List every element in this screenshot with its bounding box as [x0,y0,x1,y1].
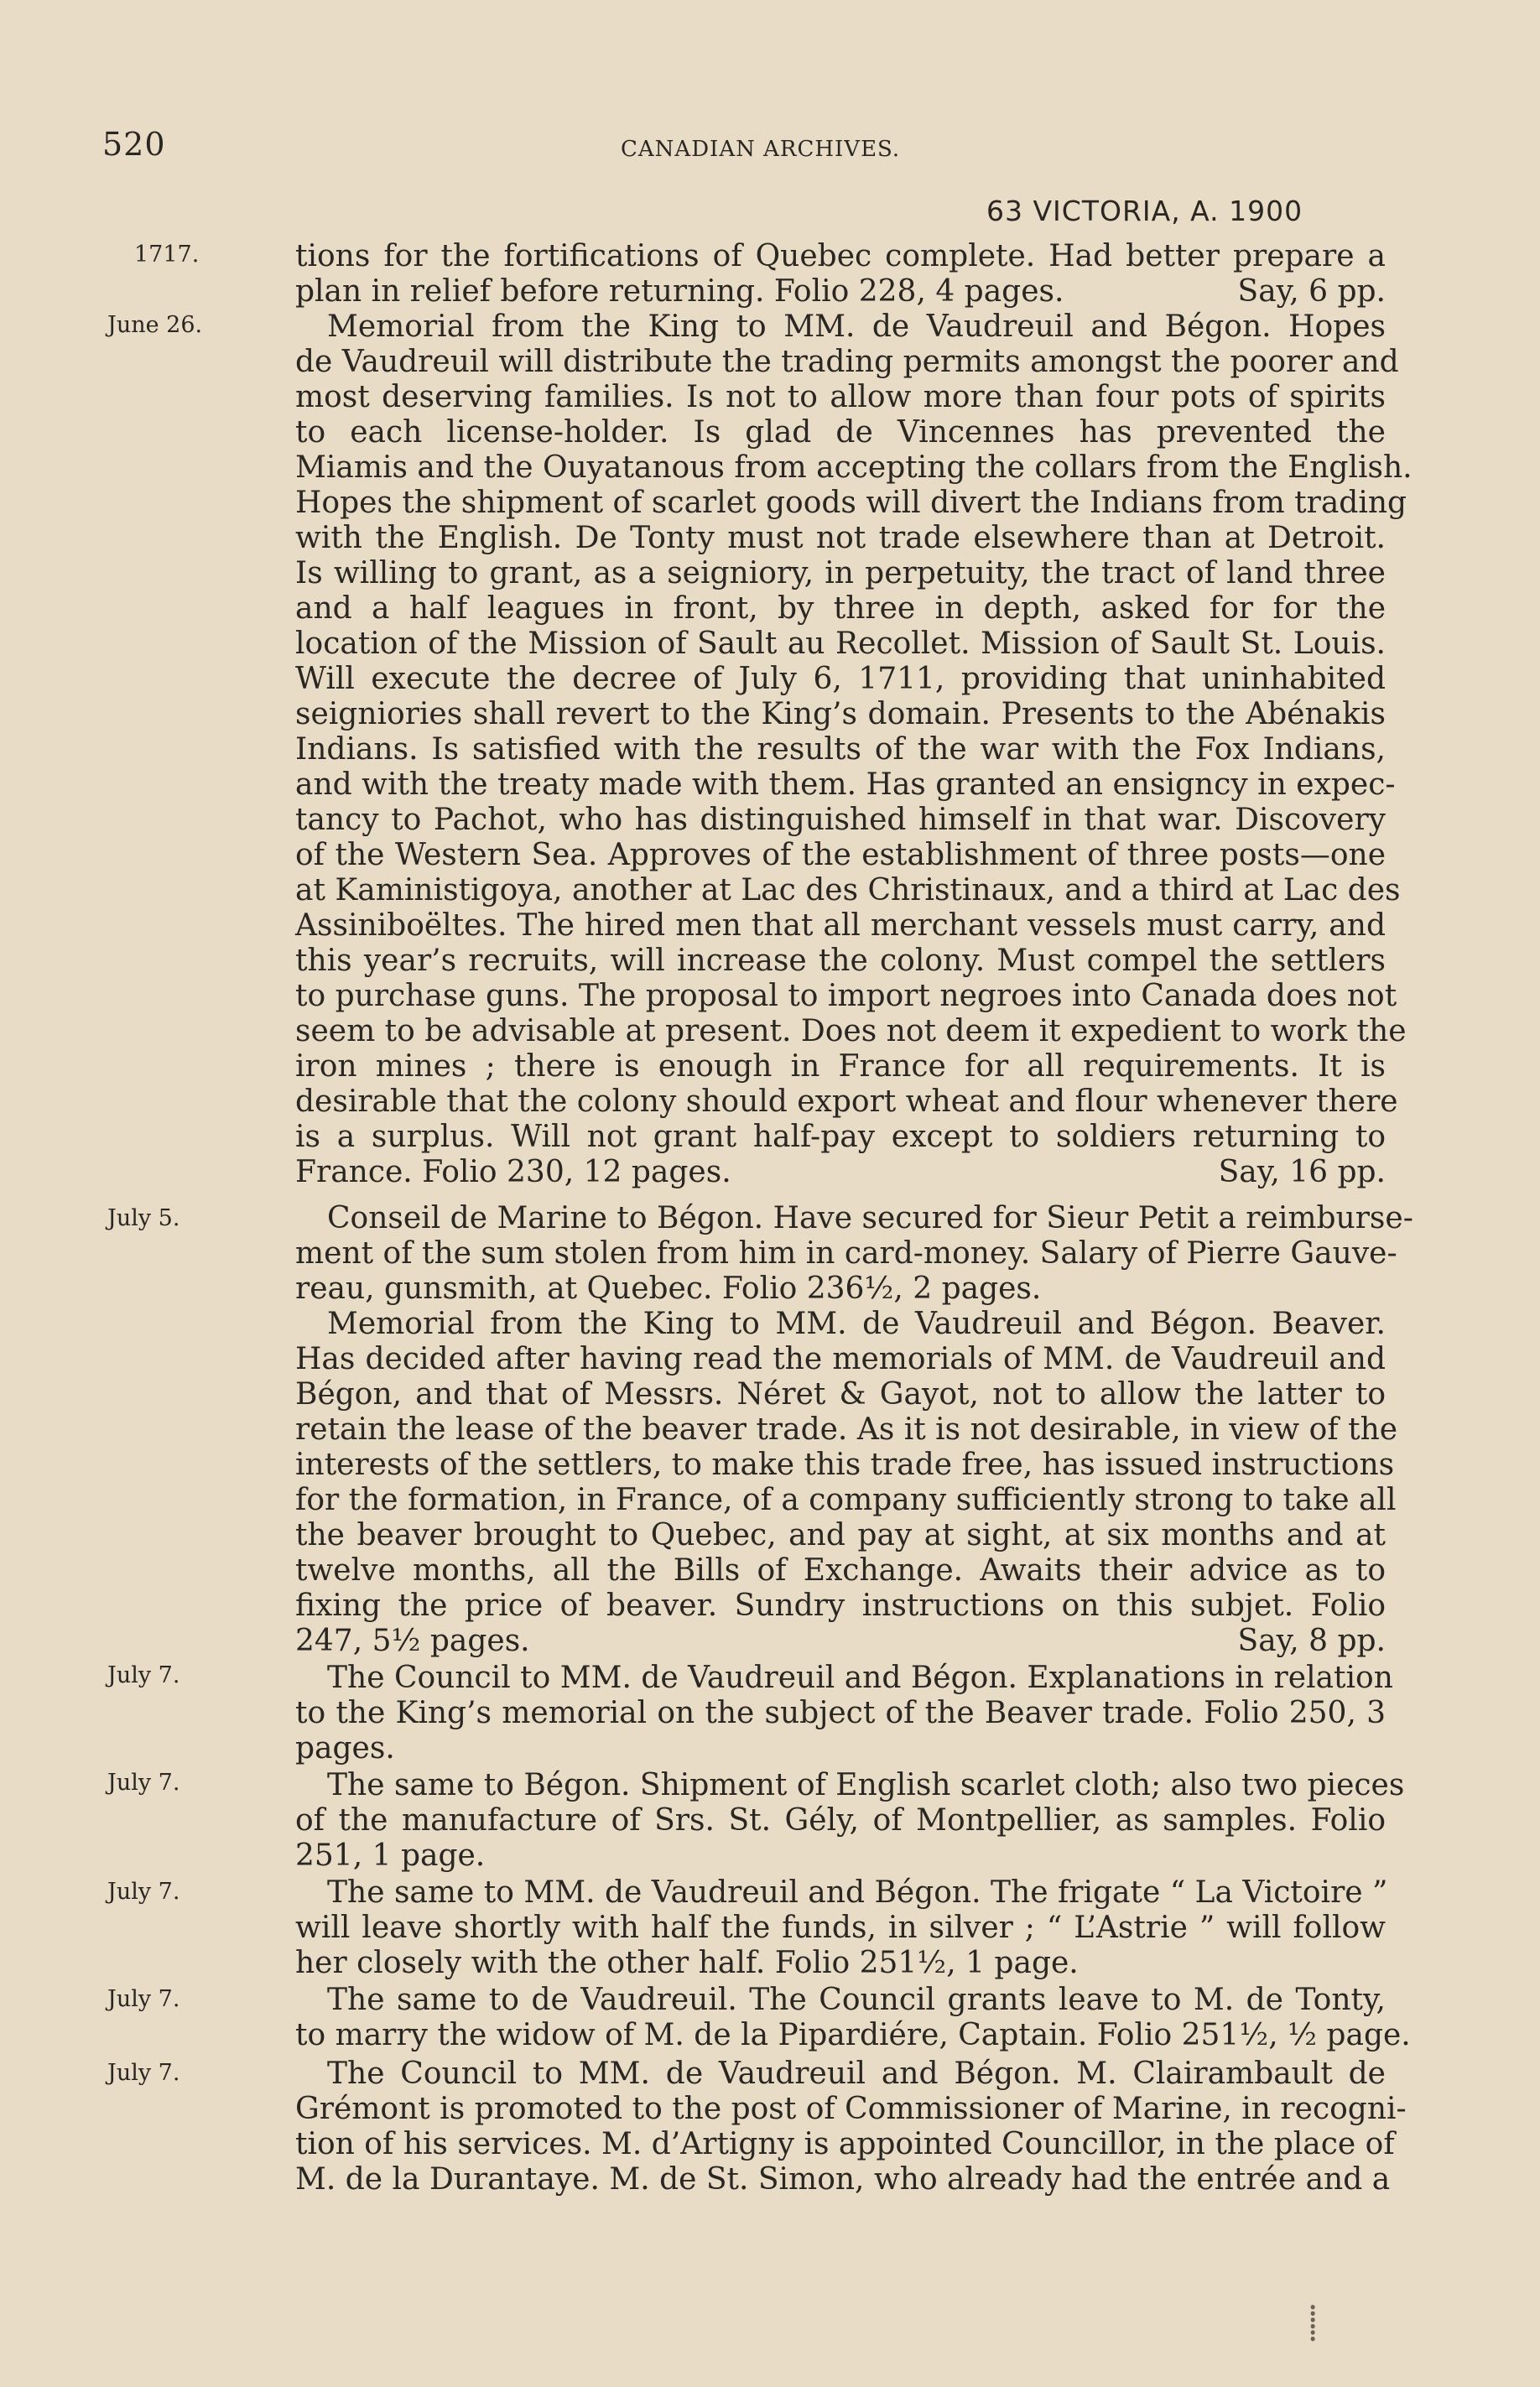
text-line: de Vaudreuil will distribute the trading permits amongst the poorer and [295,345,1399,379]
text-line: of the manufacture of Srs. St. Gély, of Montpellier, as samples. Folio [295,1803,1386,1838]
text-line: Miamis and the Ouyatanous from accepting the collars from the English. [295,450,1413,485]
text-line: seem to be advisable at present. Does not deem it expedient to work the [295,1014,1407,1048]
text-line: The Council to MM. de Vaudreuil and Bégon. M. Clairambault de [327,2057,1386,2091]
text-line: twelve months, all the Bills of Exchange. Awaits their advice as to [295,1553,1386,1588]
text-line: The Council to MM. de Vaudreuil and Bégon. Explanations in relation [327,1661,1393,1695]
text-line [295,274,1386,309]
text-line: The same to de Vaudreuil. The Council grants leave to M. de Tonty, [327,1983,1386,2017]
text-line: tion of his services. M. d’Artigny is appointed Councillor, in the place of [295,2127,1395,2161]
text-line: to purchase guns. The proposal to import negroes into Canada does not [295,979,1397,1013]
text-line: and a half leagues in front, by three in depth, asked for for the [295,591,1386,626]
text-line: interests of the settlers, to make this trade free, has issued instructions [295,1448,1395,1482]
text-line: Memorial from the King to MM. de Vaudreuil and Bégon. Beaver. [327,1307,1386,1341]
text-line: Has decided after having read the memorials of MM. de Vaudreuil and [295,1342,1386,1376]
text-line: The same to MM. de Vaudreuil and Bégon. The frigate “ La Victoire ” [327,1875,1388,1910]
text-line-content: plan in relief before returning. Folio 228, 4 pages. [295,274,1064,309]
text-line: to the King’s memorial on the subject of the Beaver trade. Folio 250, 3 [295,1696,1386,1730]
text-line: will leave shortly with half the funds, in silver ; “ L’Astrie ” will follow [295,1911,1386,1945]
text-line: The same to Bégon. Shipment of English scarlet cloth; also two pieces [327,1768,1405,1802]
page-number: 520 [102,126,166,163]
text-line: M. de la Durantaye. M. de St. Simon, who already had the entrée and a [295,2162,1391,2197]
ink-mark: ⸽ [1308,2304,1318,2343]
margin-date: July 7. [107,2060,180,2086]
margin-date: 1717. [134,242,200,268]
text-line: most deserving families. Is not to allow more than four pots of spirits [295,380,1386,414]
margin-date: July 7. [107,1662,180,1688]
text-line: desirable that the colony should export wheat and flour whenever there [295,1084,1398,1119]
text-line: Bégon, and that of Messrs. Néret & Gayot, not to allow the latter to [295,1377,1386,1412]
text-line: retain the lease of the beaver trade. As it is not desirable, in view of the [295,1412,1398,1447]
text-line: location of the Mission of Sault au Recollet. Mission of Sault St. Louis. [295,627,1386,661]
text-line: is a surplus. Will not grant half-pay except to soldiers returning to [295,1120,1386,1154]
text-line: and with the treaty made with them. Has granted an ensigncy in expec- [295,767,1396,802]
text-line: tions for the fortifications of Quebec complete. Had better prepare a [295,239,1386,273]
text-line: fixing the price of beaver. Sundry instructions on this subjet. Folio [295,1589,1386,1623]
text-line: Indians. Is satisfied with the results of the war with the Fox Indians, [295,732,1386,767]
text-line: this year’s recruits, will increase the colony. Must compel the settlers [295,944,1386,978]
text-line: the beaver brought to Quebec, and pay at sight, at six months and at [295,1518,1386,1552]
margin-date: July 7. [107,1986,180,2012]
text-line: for the formation, in France, of a company sufficiently strong to take all [295,1483,1397,1517]
text-line: Assiniboëltes. The hired men that all merchant vessels must carry, and [295,908,1386,943]
text-line-content: France. Folio 230, 12 pages. [295,1155,731,1189]
text-line-content: 247, 5½ pages. [295,1624,530,1658]
text-line [295,1624,1386,1659]
text-line: seigniories shall revert to the King’s domain. Presents to the Abénakis [295,697,1386,731]
text-line: pages. [295,1731,395,1766]
say-count: Say, 8 pp. [1237,1624,1386,1658]
text-line [295,1155,1386,1190]
text-line: Conseil de Marine to Bégon. Have secured for Sieur Petit a reimburse- [327,1201,1413,1235]
margin-date: July 7. [107,1879,180,1905]
text-line: of the Western Sea. Approves of the establishment of three posts—one [295,838,1386,872]
text-line: Hopes the shipment of scarlet goods will divert the Indians from trading [295,486,1407,520]
text-line: Grémont is promoted to the post of Commissioner of Marine, in recogni- [295,2092,1407,2126]
text-line: at Kaministigoya, another at Lac des Christinaux, and a third at Lac des [295,873,1401,907]
margin-date: June 26. [107,312,203,338]
text-line: with the English. De Tonty must not trade elsewhere than at Detroit. [295,521,1386,555]
say-count: Say, 6 pp. [1237,274,1386,309]
text-line: tancy to Pachot, who has distinguished himself in that war. Discovery [295,803,1386,837]
text-line: ment of the sum stolen from him in card-money. Salary of Pierre Gauve- [295,1236,1397,1271]
text-line: Will execute the decree of July 6, 1711, providing that uninhabited [295,662,1386,696]
margin-date: July 7. [107,1770,180,1796]
text-line: Memorial from the King to MM. de Vaudreuil and Bégon. Hopes [327,309,1386,344]
text-line: reau, gunsmith, at Quebec. Folio 236½, 2 pages. [295,1272,1042,1306]
text-line: 251, 1 page. [295,1838,486,1873]
running-title: CANADIAN ARCHIVES. [621,137,901,162]
text-line: iron mines ; there is enough in France for all requirements. It is [295,1049,1386,1084]
text-line: to marry the widow of M. de la Pipardiére, Captain. Folio 251½, ½ page. [295,2018,1411,2052]
text-line: Is willing to grant, as a seigniory, in perpetuity, the tract of land three [295,556,1386,590]
text-line: to each license-holder. Is glad de Vincennes has prevented the [295,415,1386,450]
say-count: Say, 16 pp. [1218,1155,1386,1189]
session-heading: 63 VICTORIA, A. 1900 [986,195,1303,227]
margin-date: July 5. [107,1205,180,1231]
text-line: her closely with the other half. Folio 251½, 1 page. [295,1946,1079,1980]
